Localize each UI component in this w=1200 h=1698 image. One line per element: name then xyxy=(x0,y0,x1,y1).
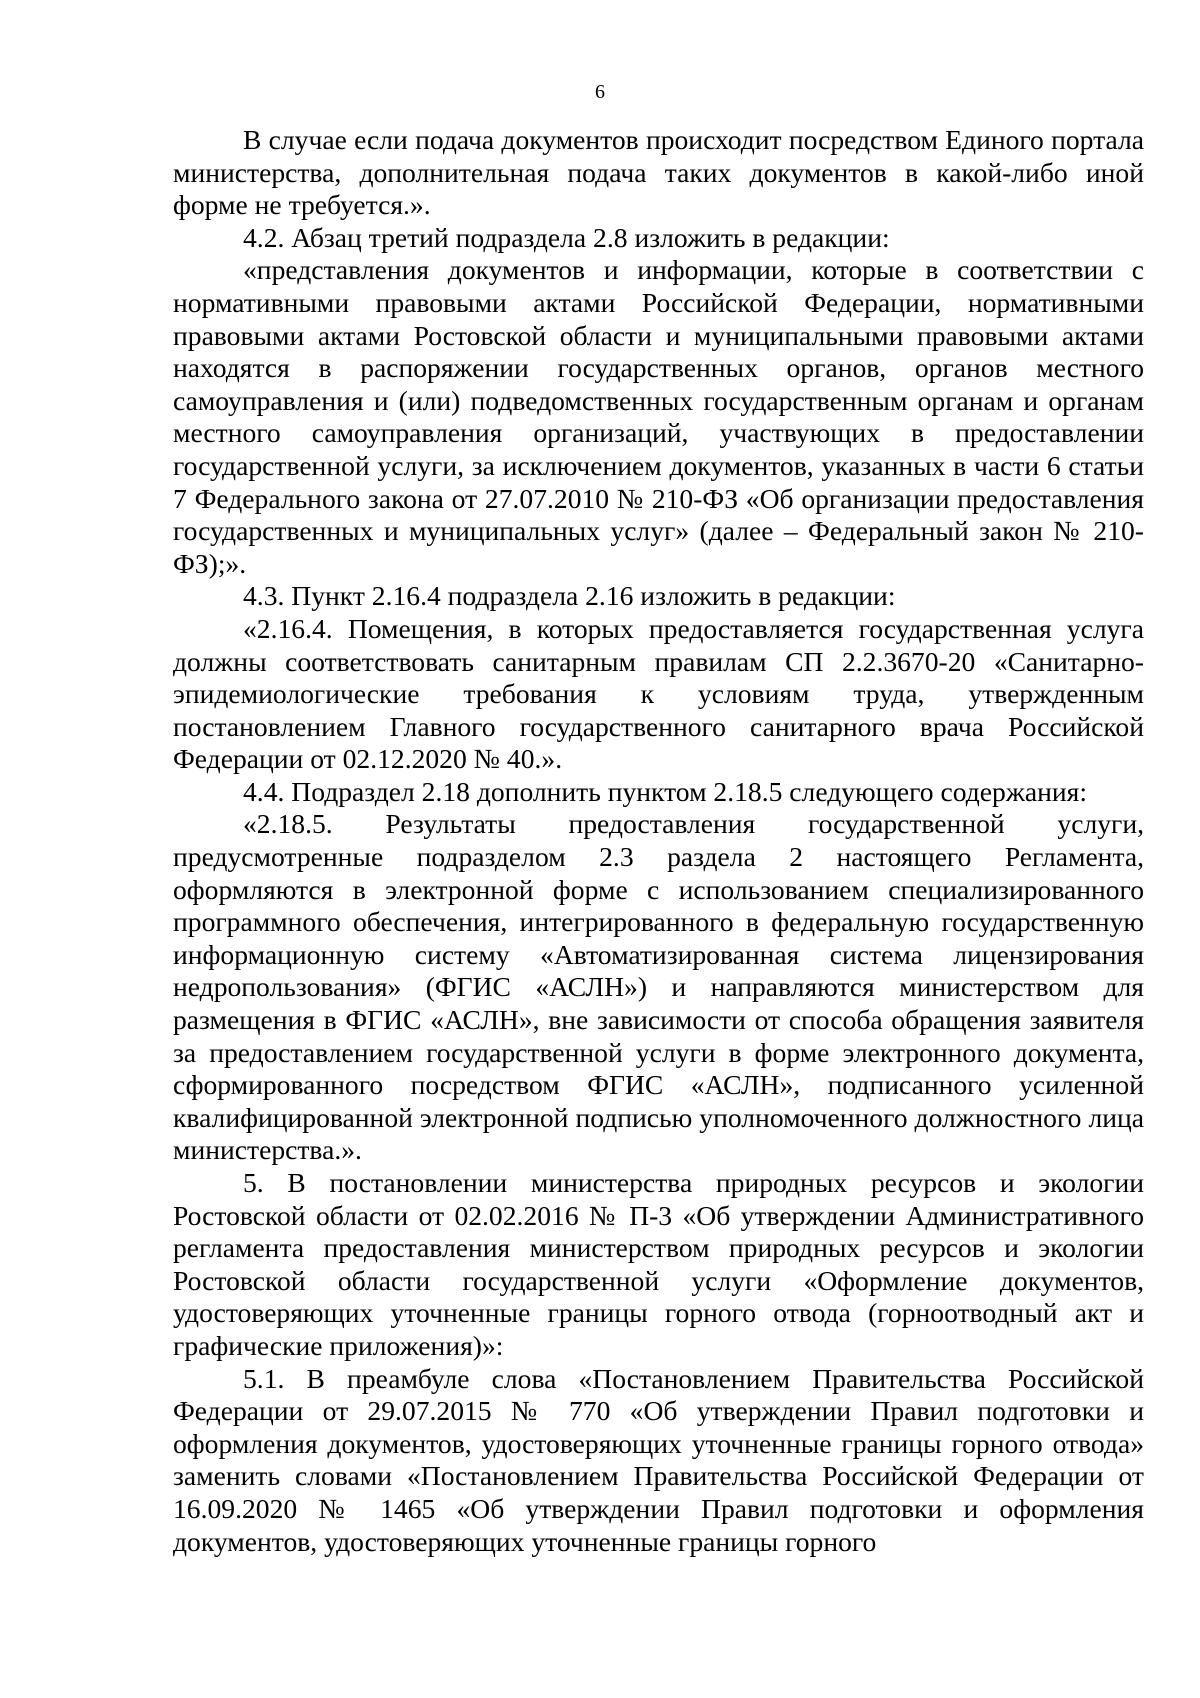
paragraph-2: 4.2. Абзац третий подраздела 2.8 изложить в редакции: xyxy=(243,221,890,253)
document-body xyxy=(173,124,1144,1558)
paragraph-1: В случае если подача документов происходит посредством Единого портала министерства, дополнительная подача таких документов в какой-либо иной форме не требуется.». xyxy=(173,124,1144,221)
paragraph-5: «2.16.4. Помещения, в которых предоставляется государственная услуга должны соответствовать санитарным правилам СП 2.2.3670-20 «Санитарно-эпидемиологические требования к условиям труда, утвержденным постановлением Главного государственного санитарного врача Российской Федерации от 02.12.2020 № 40.». xyxy=(173,612,1144,775)
paragraph-8: 5. В постановлении министерства природных ресурсов и экологии Ростовской области от 02.02.2016 № П-3 «Об утверждении Административного регламента предоставления министерством природных ресурсов и экологии Ростовской области государственной услуги «Оформление документов, удостоверяющих уточненные границы горного отвода (горноотводный акт и графические приложения)»: xyxy=(173,1167,1144,1361)
paragraph-4: 4.3. Пункт 2.16.4 подраздела 2.16 изложить в редакции: xyxy=(243,580,896,612)
paragraph-3: «представления документов и информации, которые в соответствии с нормативными правовыми актами Российской Федерации, нормативными правовыми актами Ростовской области и муниципальными правовыми актами находятся в распоряжении государственных органов, органов местного самоуправления и (или) подведомственных государственным органам и органам местного самоуправления организаций, участвующих в предоставлении государственной услуги, за исключением документов, указанных в части 6 статьи 7 Федерального закона от 27.07.2010 № 210-ФЗ «Об организации предоставления государственных и муниципальных услуг» (далее – Федеральный закон № 210-ФЗ);». xyxy=(173,254,1144,579)
page-number: 6 xyxy=(595,81,605,103)
paragraph-7: «2.18.5. Результаты предоставления государственной услуги, предусмотренные подразделом 2.3 раздела 2 настоящего Регламента, оформляются в электронной форме с использованием специализированного программного обеспечения, интегрированного в федеральную государственную информационную систему «Автоматизированная система лицензирования недропользования» (ФГИС «АСЛН») и направляются министерством для размещения в ФГИС «АСЛН», вне зависимости от способа обращения заявителя за предоставлением государственной услуги в форме электронного документа, сформированного посредством ФГИС «АСЛН», подписанного усиленной квалифицированной электронной подписью уполномоченного должностного лица министерства.». xyxy=(173,808,1144,1166)
paragraph-6: 4.4. Подраздел 2.18 дополнить пунктом 2.18.5 следующего содержания: xyxy=(243,775,1088,807)
paragraph-9: 5.1. В преамбуле слова «Постановлением Правительства Российской Федерации от 29.07.2015 № 770 «Об утверждении Правил подготовки и оформления документов, удостоверяющих уточненные границы горного отвода» заменить словами «Постановлением Правительства Российской Федерации от 16.09.2020 № 1465 «Об утверждении Правил подготовки и оформления документов, удостоверяющих уточненные границы горного xyxy=(173,1362,1144,1557)
